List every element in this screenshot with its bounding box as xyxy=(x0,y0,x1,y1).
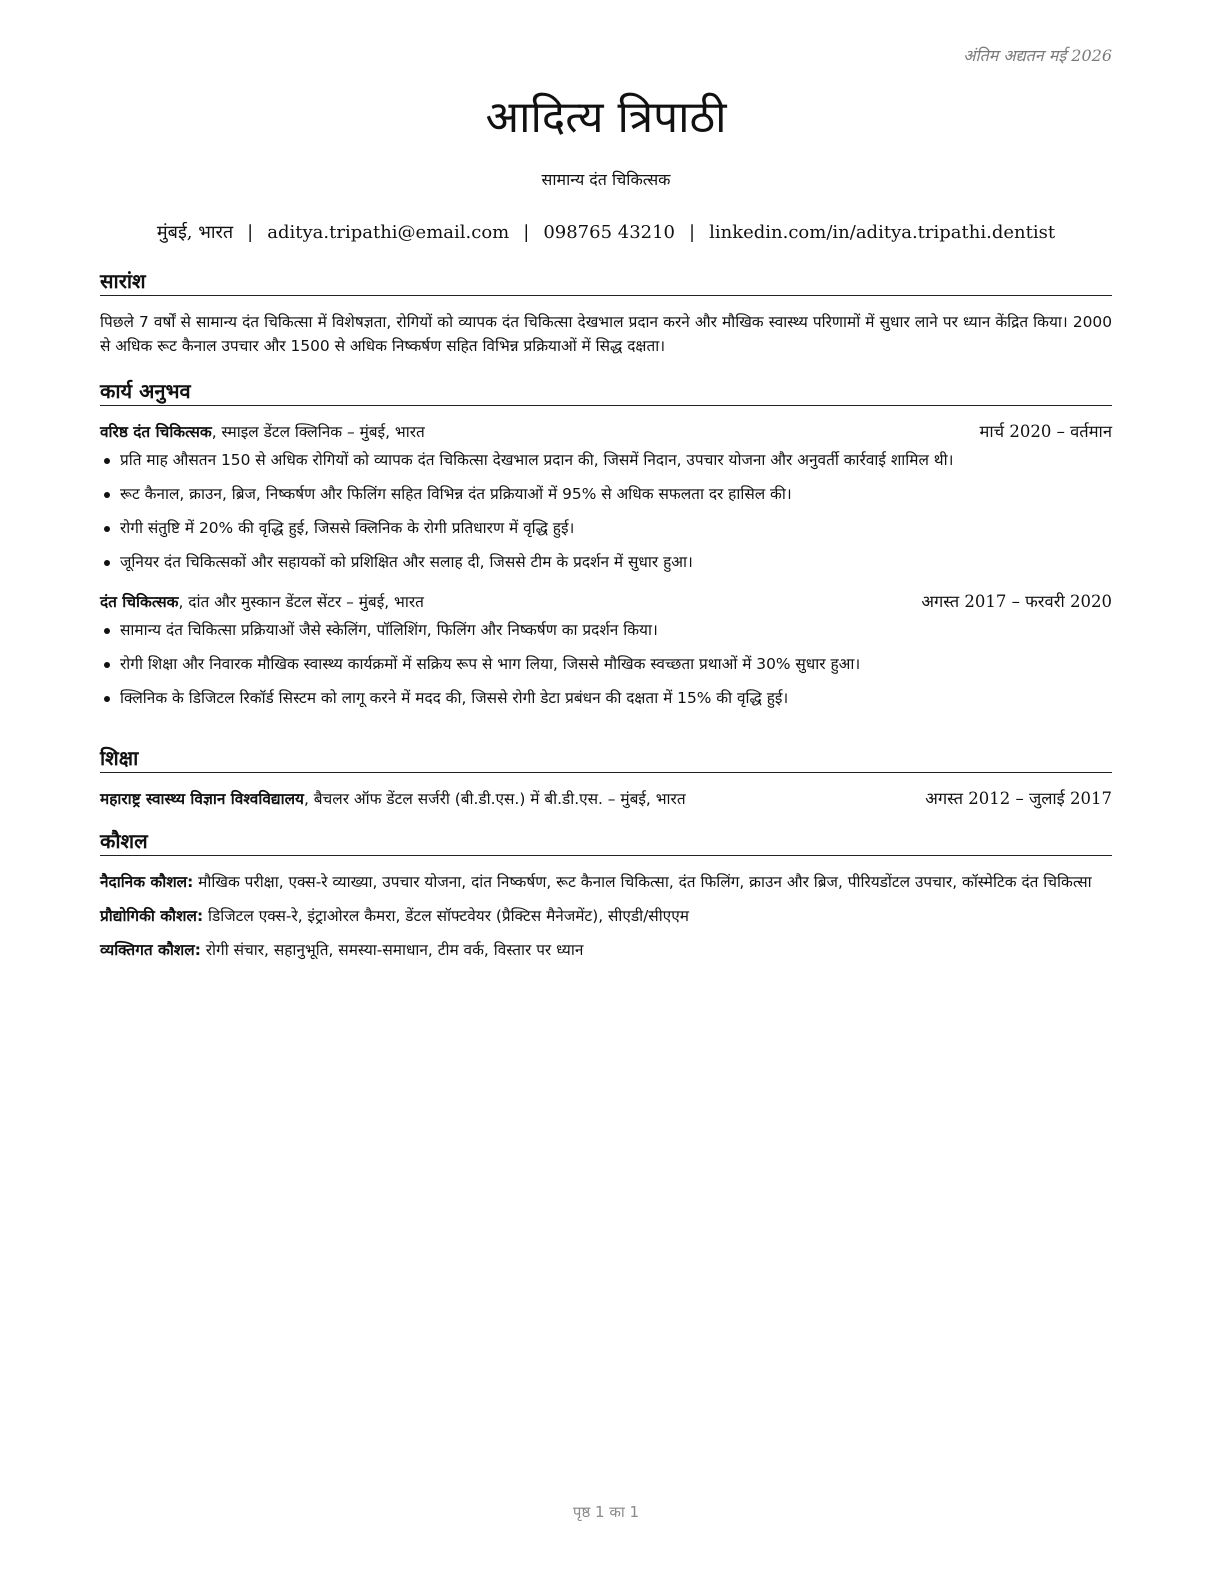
contact-location: मुंबई, भारत xyxy=(156,222,234,243)
job-role: दंत चिकित्सक xyxy=(100,593,179,611)
skill-value: रोगी संचार, सहानुभूति, समस्या-समाधान, टीम वर्क, विस्तार पर ध्यान xyxy=(200,941,584,959)
contact-separator: | xyxy=(689,222,696,243)
experience-section xyxy=(100,378,1112,720)
bullet-dot-icon xyxy=(104,526,110,532)
contact-separator: | xyxy=(523,222,530,243)
education-entry xyxy=(100,787,1112,811)
skills-list xyxy=(100,870,1112,962)
bullet-dot-icon xyxy=(104,662,110,668)
bullet-dot-icon xyxy=(104,628,110,634)
page-number: पृष्ठ 1 का 1 xyxy=(572,1503,640,1521)
skill-value: मौखिक परीक्षा, एक्स-रे व्याख्या, उपचार योजना, दांत निष्कर्षण, रूट कैनाल चिकित्सा, दंत फिलिंग, क्राउन और ब्रिज, पीरियडोंटल उपचार, कॉस्मेटिक दंत चिकित्सा xyxy=(193,873,1092,891)
contact-email[interactable]: aditya.tripathi@email.com xyxy=(267,222,510,243)
contact-line xyxy=(100,220,1112,244)
bullet-item xyxy=(100,550,1112,574)
education-degree: , बैचलर ऑफ डेंटल सर्जरी (बी.डी.एस.) में बी.डी.एस. – मुंबई, भारत xyxy=(303,790,686,808)
bullet-dot-icon xyxy=(104,560,110,566)
job-organization: , स्माइल डेंटल क्लिनिक – मुंबई, भारत xyxy=(211,423,425,441)
bullet-text: रूट कैनाल, क्राउन, ब्रिज, निष्कर्षण और फिलिंग सहित विभिन्न दंत प्रक्रियाओं में 95% से अधिक सफलता दर हासिल की। xyxy=(120,485,792,503)
job-bullets xyxy=(100,448,1112,574)
skills-heading: कौशल xyxy=(100,828,1112,856)
bullet-dot-icon xyxy=(104,458,110,464)
bullet-item xyxy=(100,516,1112,540)
bullet-text: रोगी संतुष्टि में 20% की वृद्धि हुई, जिससे क्लिनिक के रोगी प्रतिधारण में वृद्धि हुई। xyxy=(120,519,575,537)
skill-technology xyxy=(100,904,1112,928)
bullet-item xyxy=(100,652,1112,676)
bullet-text: प्रति माह औसतन 150 से अधिक रोगियों को व्यापक दंत चिकित्सा देखभाल प्रदान की, जिसमें निदान, उपचार योजना और अनुवर्ती कार्रवाई शामिल थी। xyxy=(120,451,954,469)
summary-text: पिछले 7 वर्षों से सामान्य दंत चिकित्सा में विशेषज्ञता, रोगियों को व्यापक दंत चिकित्सा देखभाल प्रदान करने और मौखिक स्वास्थ्य परिणामों में सुधार लाने पर ध्यान केंद्रित किया। 2000 से अधिक रूट कैनाल उपचार और 1500 से अधिक निष्कर्षण सहित विभिन्न प्रक्रियाओं में सिद्ध दक्षता। xyxy=(100,313,1112,355)
contact-separator: | xyxy=(247,222,254,243)
experience-heading: कार्य अनुभव xyxy=(100,378,1112,406)
education-heading: शिक्षा xyxy=(100,745,1112,773)
job-entry xyxy=(100,420,1112,574)
bullet-text: रोगी शिक्षा और निवारक मौखिक स्वास्थ्य कार्यक्रमों में सक्रिय रूप से भाग लिया, जिससे मौखिक स्वच्छता प्रथाओं में 30% सुधार हुआ। xyxy=(120,655,861,673)
education-institution: महाराष्ट्र स्वास्थ्य विज्ञान विश्वविद्यालय xyxy=(100,790,304,808)
job-bullets xyxy=(100,618,1112,710)
job-role: वरिष्ठ दंत चिकित्सक xyxy=(100,423,212,441)
bullet-item xyxy=(100,482,1112,506)
summary-section xyxy=(100,268,1112,358)
contact-linkedin[interactable]: linkedin.com/in/aditya.tripathi.dentist xyxy=(709,222,1056,243)
bullet-item xyxy=(100,448,1112,472)
bullet-item xyxy=(100,618,1112,642)
resume-page xyxy=(100,0,1112,1584)
last-updated: अंतिम अद्यतन मई 2026 xyxy=(963,46,1112,65)
summary-heading: सारांश xyxy=(100,268,1112,296)
job-dates: मार्च 2020 – वर्तमान xyxy=(979,422,1112,441)
contact-phone: 098765 43210 xyxy=(543,222,676,243)
bullet-dot-icon xyxy=(104,492,110,498)
skill-label: व्यक्तिगत कौशल: xyxy=(100,941,201,959)
bullet-text: सामान्य दंत चिकित्सा प्रक्रियाओं जैसे स्केलिंग, पॉलिशिंग, फिलिंग और निष्कर्षण का प्रदर्शन किया। xyxy=(120,621,658,639)
skill-personal xyxy=(100,938,1112,962)
skills-section xyxy=(100,828,1112,972)
education-dates: अगस्त 2012 – जुलाई 2017 xyxy=(925,789,1112,808)
education-section xyxy=(100,745,1112,811)
job-header xyxy=(100,420,1112,444)
job-title: सामान्य दंत चिकित्सक xyxy=(541,170,671,189)
skill-label: प्रौद्योगिकी कौशल: xyxy=(100,907,204,925)
skill-label: नैदानिक कौशल: xyxy=(100,873,194,891)
skill-clinical xyxy=(100,870,1112,894)
bullet-text: जूनियर दंत चिकित्सकों और सहायकों को प्रशिक्षित और सलाह दी, जिससे टीम के प्रदर्शन में सुधार हुआ। xyxy=(120,553,693,571)
job-organization: , दांत और मुस्कान डेंटल सेंटर – मुंबई, भारत xyxy=(178,593,424,611)
bullet-item xyxy=(100,686,1112,710)
bullet-dot-icon xyxy=(104,696,110,702)
skill-value: डिजिटल एक्स-रे, इंट्राओरल कैमरा, डेंटल सॉफ्टवेयर (प्रैक्टिस मैनेजमेंट), सीएडी/सीएएम xyxy=(203,907,689,925)
bullet-text: क्लिनिक के डिजिटल रिकॉर्ड सिस्टम को लागू करने में मदद की, जिससे रोगी डेटा प्रबंधन की दक्षता में 15% की वृद्धि हुई। xyxy=(120,689,789,707)
job-dates: अगस्त 2017 – फरवरी 2020 xyxy=(921,592,1112,611)
job-header xyxy=(100,590,1112,614)
candidate-name: आदित्य त्रिपाठी xyxy=(485,92,727,143)
job-entry xyxy=(100,590,1112,710)
